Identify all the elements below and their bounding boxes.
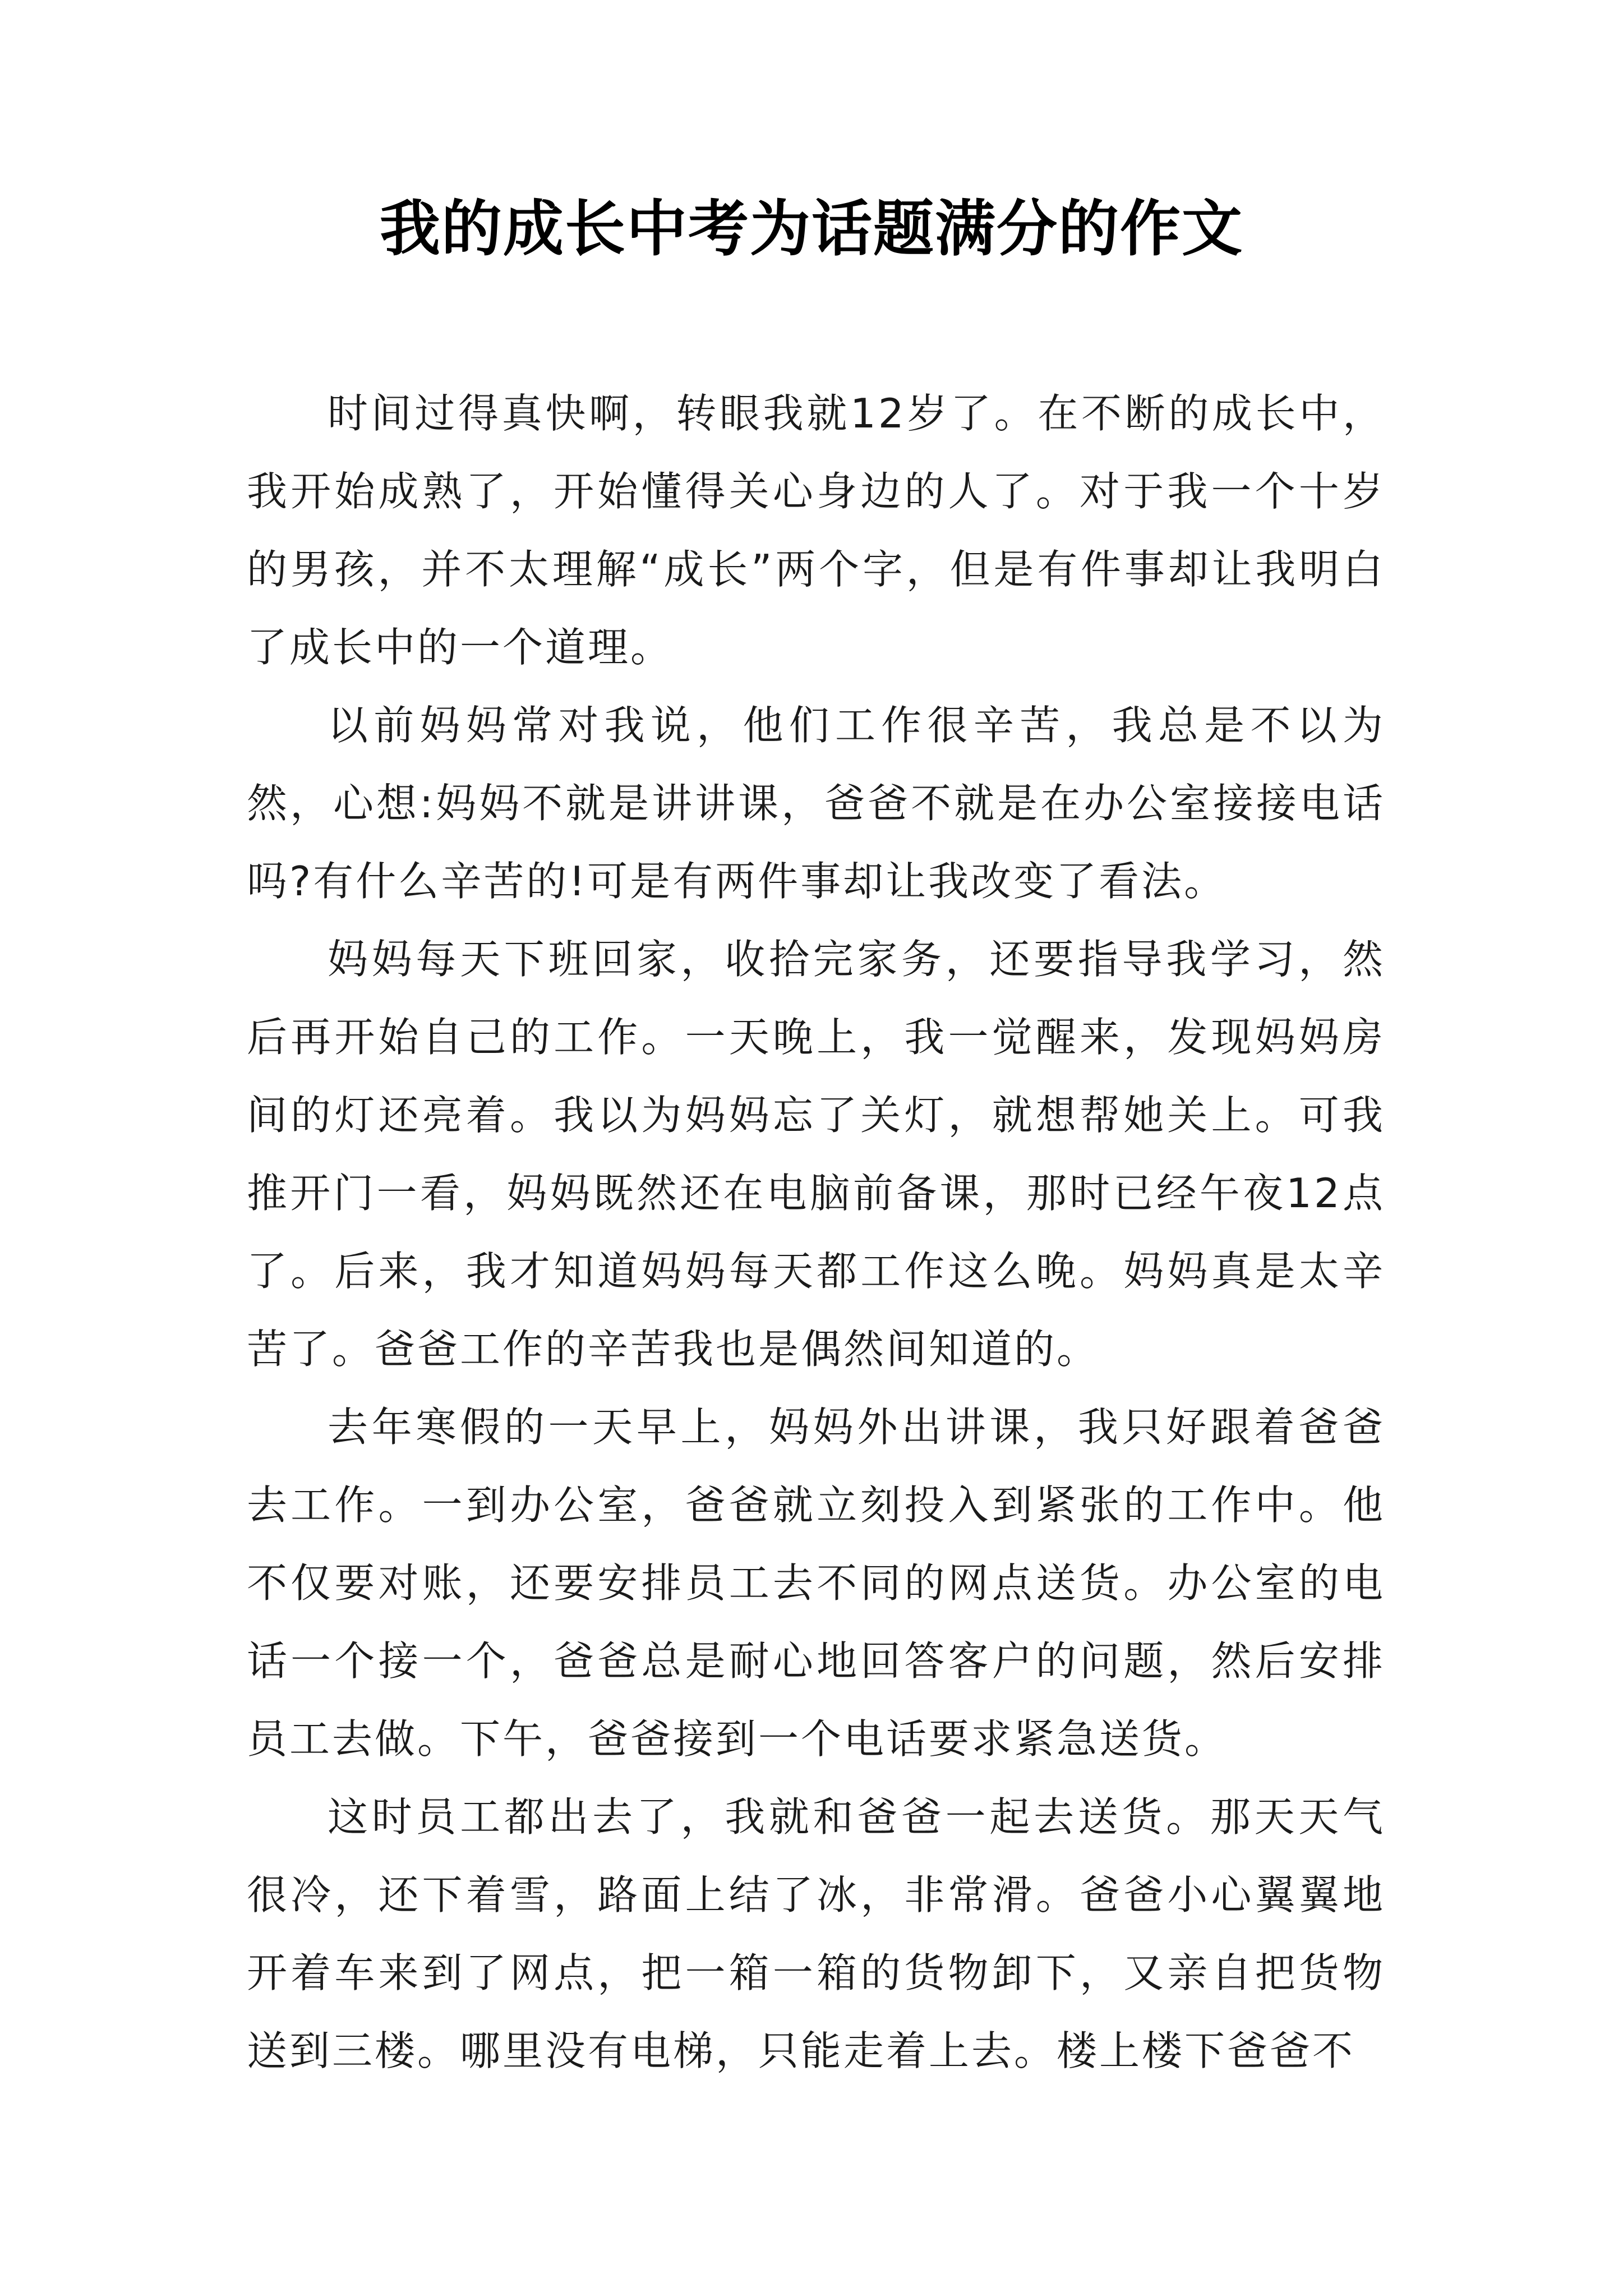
document-body xyxy=(247,375,1385,2090)
paragraph: 时间过得真快啊，转眼我就12岁了。在不断的成长中，我开始成熟了，开始懂得关心身边的人了。对于我一个十岁的男孩，并不太理解“成长”两个字，但是有件事却让我明白了成长中的一个道理。 xyxy=(247,390,1385,671)
paragraph: 妈妈每天下班回家，收拾完家务，还要指导我学习，然后再开始自己的工作。一天晚上，我一觉醒来，发现妈妈房间的灯还亮着。我以为妈妈忘了关灯，就想帮她关上。可我推开门一看，妈妈既然还在电脑前备课，那时已经午夜12点了。后来，我才知道妈妈每天都工作这么晚。妈妈真是太辛苦了。爸爸工作的辛苦我也是偶然间知道的。 xyxy=(247,936,1385,1373)
paragraph: 以前妈妈常对我说，他们工作很辛苦，我总是不以为然，心想:妈妈不就是讲讲课，爸爸不就是在办公室接接电话吗?有什么辛苦的!可是有两件事却让我改变了看法。 xyxy=(247,702,1385,905)
paragraph: 去年寒假的一天早上，妈妈外出讲课，我只好跟着爸爸去工作。一到办公室，爸爸就立刻投入到紧张的工作中。他不仅要对账，还要安排员工去不同的网点送货。办公室的电话一个接一个，爸爸总是耐心地回答客户的问题，然后安排员工去做。下午，爸爸接到一个电话要求紧急送货。 xyxy=(247,1404,1385,1763)
document-title: 我的成长中考为话题满分的作文 xyxy=(379,194,1243,264)
paragraph: 这时员工都出去了，我就和爸爸一起去送货。那天天气很冷，还下着雪，路面上结了冰，非常滑。爸爸小心翼翼地开着车来到了网点，把一箱一箱的货物卸下，又亲自把货物送到三楼。哪里没有电梯，只能走着上去。楼上楼下爸爸不 xyxy=(247,1793,1385,2074)
